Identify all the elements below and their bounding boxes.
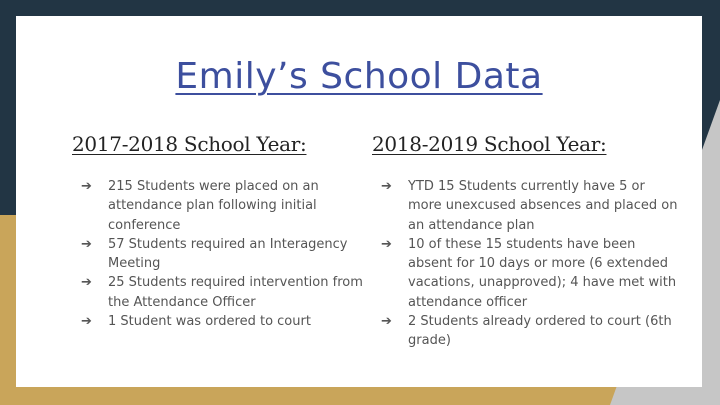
left-bullet-item <box>72 273 372 312</box>
arrow-right-icon: ➔ <box>381 236 392 252</box>
arrow-right-icon: ➔ <box>81 236 92 252</box>
right-bullet-text: 10 of these 15 students have been absent for 10 days or more (6 extended vacations, unapproved); 4 have met with attendance officer <box>408 236 677 310</box>
right-bullet-list <box>372 177 682 351</box>
arrow-right-icon: ➔ <box>381 314 392 330</box>
arrow-right-icon: ➔ <box>81 275 92 291</box>
right-bullet-text: YTD 15 Students currently have 5 or more unexcused absences and placed on an attendance plan <box>408 179 678 233</box>
right-column-heading: 2018-2019 School Year: <box>372 132 607 156</box>
left-bullet-item <box>72 312 372 331</box>
right-bullet-item <box>372 235 682 312</box>
right-bullet-item <box>372 177 682 235</box>
left-bullet-text: 215 Students were placed on an attendance plan following initial conference <box>108 179 319 233</box>
slide-title: Emily’s School Data <box>175 56 543 97</box>
arrow-right-icon: ➔ <box>81 314 92 330</box>
left-bullet-text: 57 Students required an Interagency Meeting <box>108 236 348 272</box>
right-bullet-text: 2 Students already ordered to court (6th grade) <box>408 314 672 349</box>
right-column <box>372 132 682 351</box>
left-bullet-item <box>72 177 372 235</box>
left-bullet-text: 25 Students required intervention from the Attendance Officer <box>108 275 363 310</box>
slide-card <box>16 16 702 387</box>
right-bullet-item <box>372 312 682 351</box>
left-bullet-item <box>72 235 372 274</box>
arrow-right-icon: ➔ <box>81 179 92 194</box>
arrow-right-icon: ➔ <box>381 179 392 194</box>
left-column <box>72 132 372 331</box>
left-bullet-text: 1 Student was ordered to court <box>108 314 311 330</box>
left-column-heading: 2017-2018 School Year: <box>72 132 307 156</box>
left-bullet-list <box>72 177 372 331</box>
